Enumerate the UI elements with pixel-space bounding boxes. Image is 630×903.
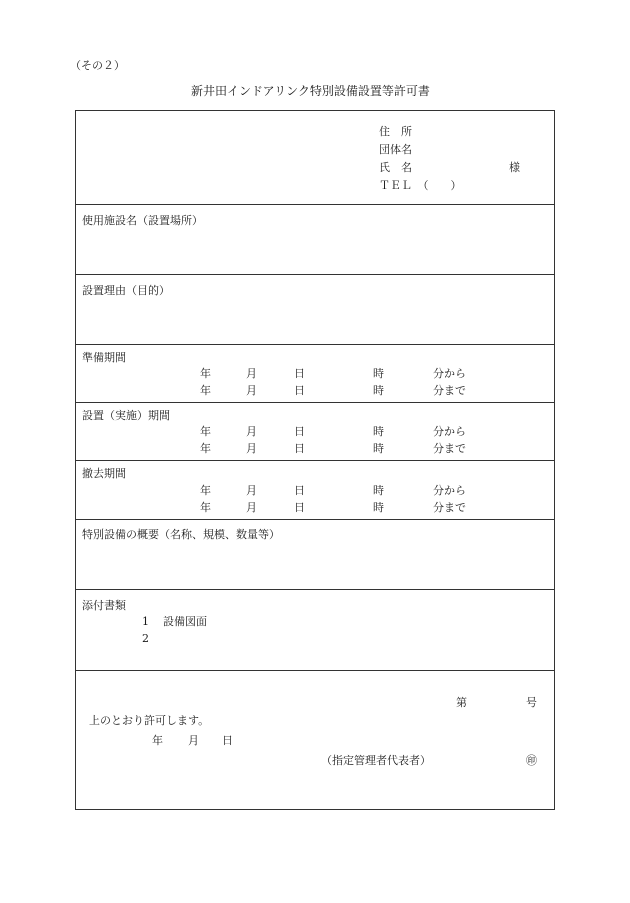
divider bbox=[76, 344, 554, 345]
page-label: （その２） bbox=[70, 59, 125, 72]
period-month: 月 bbox=[246, 384, 257, 397]
facility-label: 使用施設名（設置場所） bbox=[82, 214, 203, 227]
divider bbox=[76, 274, 554, 275]
period-year: 年 bbox=[200, 384, 211, 397]
form-title: 新井田インドアリンク特別設備設置等許可書 bbox=[191, 84, 430, 98]
divider bbox=[76, 670, 554, 671]
period-year: 年 bbox=[200, 501, 211, 514]
attachment-num: 2 bbox=[142, 632, 149, 645]
permit-date-day: 日 bbox=[222, 734, 233, 747]
address-label: 住 所 bbox=[379, 125, 412, 138]
period-month: 月 bbox=[246, 425, 257, 438]
period-day: 日 bbox=[294, 367, 305, 380]
period-label: 準備期間 bbox=[82, 351, 126, 364]
permit-number-suffix: 号 bbox=[526, 696, 537, 709]
tel-label: ＴＥＬ （ ） bbox=[379, 179, 462, 192]
group-label: 団体名 bbox=[379, 143, 412, 156]
divider bbox=[76, 204, 554, 205]
equipment-label: 特別設備の概要（名称、規模、数量等） bbox=[82, 528, 280, 541]
period-minute: 分から bbox=[433, 367, 466, 380]
permit-date-month: 月 bbox=[188, 734, 199, 747]
period-month: 月 bbox=[246, 484, 257, 497]
permit-statement: 上のとおり許可します。 bbox=[89, 714, 210, 727]
permit-signer: （指定管理者代表者） bbox=[321, 754, 431, 767]
permit-form bbox=[75, 110, 555, 810]
period-minute: 分から bbox=[433, 425, 466, 438]
period-year: 年 bbox=[200, 367, 211, 380]
period-hour: 時 bbox=[373, 384, 384, 397]
divider bbox=[76, 519, 554, 520]
period-minute: 分から bbox=[433, 484, 466, 497]
period-hour: 時 bbox=[373, 367, 384, 380]
period-minute: 分まで bbox=[433, 501, 466, 514]
period-hour: 時 bbox=[373, 442, 384, 455]
attachments-label: 添付書類 bbox=[82, 599, 126, 612]
period-day: 日 bbox=[294, 442, 305, 455]
seal-icon: ㊞ bbox=[526, 754, 537, 767]
period-day: 日 bbox=[294, 384, 305, 397]
period-day: 日 bbox=[294, 484, 305, 497]
period-hour: 時 bbox=[373, 501, 384, 514]
period-month: 月 bbox=[246, 367, 257, 380]
period-label: 設置（実施）期間 bbox=[82, 409, 170, 422]
period-minute: 分まで bbox=[433, 384, 466, 397]
attachment-text: 設備図面 bbox=[163, 615, 207, 628]
attachment-num: 1 bbox=[142, 615, 149, 628]
period-hour: 時 bbox=[373, 484, 384, 497]
name-label: 氏 名 bbox=[379, 161, 412, 174]
period-day: 日 bbox=[294, 501, 305, 514]
period-month: 月 bbox=[246, 501, 257, 514]
divider bbox=[76, 402, 554, 403]
honorific: 様 bbox=[509, 161, 520, 174]
period-month: 月 bbox=[246, 442, 257, 455]
purpose-label: 設置理由（目的） bbox=[82, 284, 170, 297]
permit-date-year: 年 bbox=[152, 734, 163, 747]
permit-number-prefix: 第 bbox=[456, 696, 467, 709]
divider bbox=[76, 460, 554, 461]
divider bbox=[76, 589, 554, 590]
period-year: 年 bbox=[200, 442, 211, 455]
period-year: 年 bbox=[200, 484, 211, 497]
period-day: 日 bbox=[294, 425, 305, 438]
period-hour: 時 bbox=[373, 425, 384, 438]
period-year: 年 bbox=[200, 425, 211, 438]
period-minute: 分まで bbox=[433, 442, 466, 455]
period-label: 撤去期間 bbox=[82, 467, 126, 480]
